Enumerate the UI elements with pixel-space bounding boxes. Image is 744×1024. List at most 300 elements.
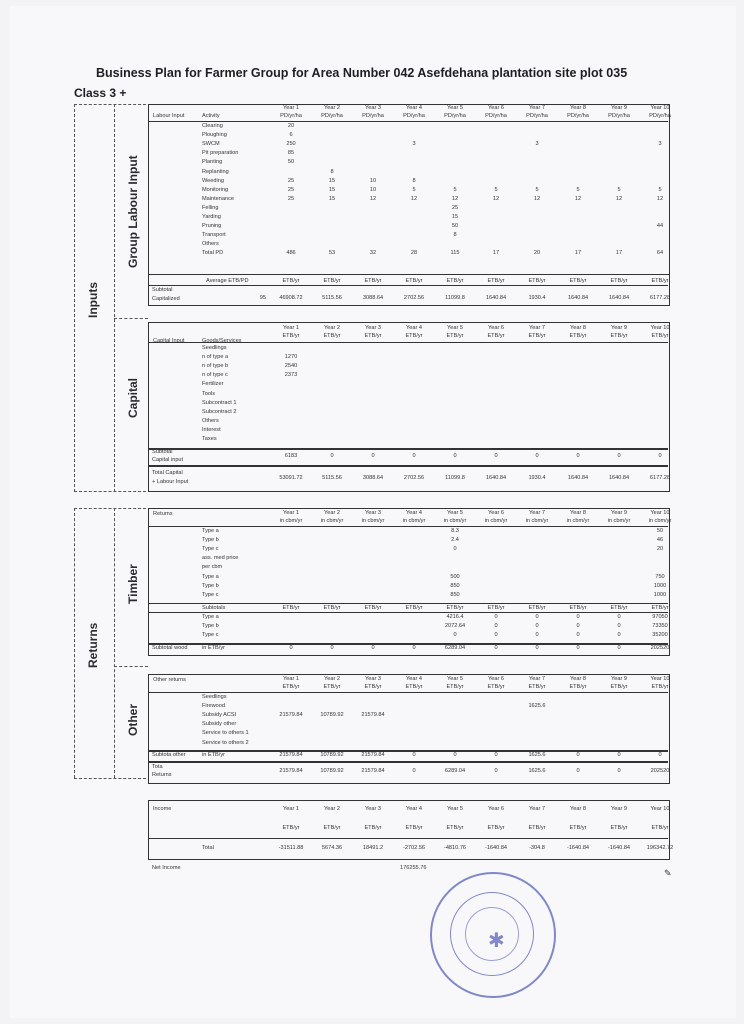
capital-subtotal-cell: 0: [453, 453, 457, 459]
unit-header: ETB/yr: [487, 684, 505, 690]
labour-row-label: Ploughing: [202, 132, 227, 139]
in-etb-label: in ETB/yr: [202, 752, 226, 758]
total-capital-cell: 3088.64: [362, 475, 384, 481]
timber-etb-cell: 0: [576, 632, 580, 639]
year-header: Year 6: [488, 105, 504, 111]
unit-header: ETB/yr: [569, 684, 587, 690]
labour-cell: 250: [286, 141, 296, 148]
labour-row-label: Maintenance: [202, 195, 235, 202]
timber-subtotal-cell: 0: [494, 645, 498, 651]
income-year-header: Year 10: [650, 806, 670, 812]
income-total-label: Total: [202, 845, 214, 851]
total-returns-cell: 0: [576, 768, 580, 774]
labour-row-label: Pit preparation: [202, 150, 239, 157]
inputs-frame-inner: [114, 104, 115, 492]
etb-unit: ETB/yr: [610, 605, 628, 611]
capital-subtotal-cell: 0: [412, 453, 416, 459]
activity-header: Activity: [202, 113, 220, 119]
timber-row-label: per cbm: [202, 564, 223, 571]
unit-header: ETB/yr: [610, 333, 628, 339]
official-stamp: [430, 872, 556, 998]
etb-unit: ETB/yr: [282, 605, 300, 611]
year-header: Year 5: [447, 676, 463, 682]
capitalized-cell: 3088.64: [362, 295, 384, 301]
total-returns-cell: 21579.84: [279, 768, 303, 774]
timber-cell: 0: [453, 546, 457, 553]
unit-header: ETB/yr: [323, 333, 341, 339]
timber-cell: 500: [450, 573, 460, 580]
other-row-label: Seedlings: [202, 694, 227, 700]
income-unit: ETB/yr: [364, 825, 382, 831]
other-subtotal-cell: 0: [617, 752, 621, 758]
etb-unit: ETB/yr: [364, 605, 382, 611]
labour-cell: 25: [287, 195, 295, 202]
labour-cell: 12: [451, 195, 459, 202]
year-header: Year 10: [650, 105, 670, 111]
total-capital-cell: 2702.56: [403, 475, 425, 481]
other-label: Other: [126, 703, 140, 736]
labour-cell: 12: [574, 195, 582, 202]
unit-header: in cbm/yr: [648, 518, 672, 524]
total-returns-cell: 10789.92: [320, 768, 344, 774]
labour-cell: 15: [328, 177, 336, 184]
other-row-label: Subsidy other: [202, 721, 237, 728]
total-capital-cell: 1640.84: [567, 475, 589, 481]
timber-etb-cell: 0: [617, 614, 621, 620]
income-unit: ETB/yr: [651, 825, 669, 831]
timber-row-label: Type b: [202, 582, 219, 589]
capital-subtotal-cell: 0: [576, 453, 580, 459]
income-year-header: Year 5: [447, 806, 463, 812]
labour-row-label: Others: [202, 241, 219, 248]
labour-row-label: Yarding: [202, 214, 221, 220]
total-returns-cell: 0: [494, 768, 498, 774]
year-header: Year 7: [529, 676, 545, 682]
labour-cell: 12: [410, 195, 418, 202]
unit-header: ETB/yr: [364, 333, 382, 339]
timber-subtotal-cell: 0: [330, 645, 334, 651]
year-header: Year 9: [611, 510, 627, 516]
income-year-header: Year 3: [365, 806, 381, 812]
labour-cell: 486: [286, 250, 296, 257]
capital-input-header: Capital Input: [153, 338, 185, 344]
income-total-cell: -304.8: [529, 845, 545, 851]
unit-header: PD/yr/ha: [280, 113, 302, 119]
income-total-cell: -1640.84: [484, 845, 508, 851]
unit-header: ETB/yr: [405, 684, 423, 690]
other-subtotal-cell: 0: [494, 752, 498, 758]
timber-row-label: ass. med price: [202, 555, 239, 562]
timber-row-label: Type c: [202, 591, 219, 598]
total-returns-cell: 0: [412, 768, 416, 774]
capital-subtotal-cell: 0: [535, 453, 539, 459]
subtotal-other-label: Subtota other: [152, 752, 186, 758]
capital-row-label: Seedlings: [202, 345, 227, 351]
labour-cell: 12: [615, 195, 623, 202]
timber-etb-cell: 0: [535, 614, 539, 620]
returns-frame-top: [74, 508, 146, 509]
labour-cell: 5: [535, 186, 539, 193]
total-returns-cell: 21579.84: [361, 768, 385, 774]
unit-header: in cbm/yr: [402, 518, 426, 524]
unit-header: ETB/yr: [446, 333, 464, 339]
year-header: Year 7: [529, 325, 545, 331]
capitalized-cell: 1930.4: [528, 295, 546, 301]
capitalized-cell: 2702.56: [403, 295, 425, 301]
year-header: Year 8: [570, 325, 586, 331]
labour-cell: 5: [658, 186, 662, 193]
labour-row-label: Monitoring: [202, 186, 229, 193]
timber-subtotal-cell: 0: [576, 645, 580, 651]
class-label: Class 3 +: [74, 86, 127, 100]
labour-cell: 5: [617, 186, 621, 193]
timber-subtotal-cell: 6289.04: [444, 645, 466, 651]
income-unit: ETB/yr: [323, 825, 341, 831]
labour-cell: 20: [287, 123, 295, 129]
other-row-label: Firewood: [202, 703, 226, 710]
capital-row-label: Subcontract 1: [202, 399, 237, 406]
timber-cell: 8.3: [451, 528, 459, 534]
labour-cell: 8: [453, 232, 457, 239]
inputs-label: Inputs: [86, 282, 100, 318]
timber-etb-cell: 0: [494, 623, 498, 630]
returns-header: Returns: [153, 511, 173, 517]
other-returns-header: Other returns: [153, 677, 186, 683]
etb-unit: ETB/yr: [405, 605, 423, 611]
year-header: Year 3: [365, 325, 381, 331]
page-title: Business Plan for Farmer Group for Area Number 042 Asefdehana plantation site plot 035: [96, 66, 628, 80]
labour-row-label: Pruning: [202, 223, 222, 230]
returns-frame-bottom: [74, 778, 146, 779]
unit-header: ETB/yr: [282, 684, 300, 690]
timber-subtotal-cell: 0: [289, 645, 293, 651]
year-header: Year 4: [406, 676, 422, 682]
other-cell: 10789.92: [320, 712, 344, 719]
labour-cell: 12: [656, 195, 664, 202]
labour-cell: 17: [615, 250, 623, 257]
year-header: Year 5: [447, 325, 463, 331]
timber-etb-cell: 97050: [652, 614, 668, 620]
timber-etb-row-label: Type b: [202, 623, 219, 630]
star-icon: ✱: [488, 930, 505, 952]
income-total-cell: 196342.72: [646, 845, 674, 851]
year-header: Year 10: [650, 510, 670, 516]
timber-subtotal-cell: 0: [412, 645, 416, 651]
total-returns-cell: 202520: [650, 768, 670, 774]
labour-input-header: Labour Input: [153, 113, 185, 119]
income-rule: [148, 838, 668, 839]
subtotal-wood-label: Subtotal wood: [152, 645, 188, 651]
unit-header: in cbm/yr: [361, 518, 385, 524]
unit-header: PD/yr/ha: [485, 113, 507, 119]
year-header: Year 5: [447, 105, 463, 111]
labour-cell: 15: [328, 186, 336, 193]
total-capital-cell: 1930.4: [528, 475, 546, 481]
labour-cell: 10: [369, 186, 377, 193]
unit-header: ETB/yr: [569, 333, 587, 339]
inputs-frame-bottom: [74, 491, 146, 492]
income-year-header: Year 1: [283, 806, 299, 812]
year-header: Year 9: [611, 105, 627, 111]
capitalized-cell: 1640.84: [485, 295, 507, 301]
net-income-label: Net Income: [152, 865, 181, 871]
timber-row-label: Type c: [202, 546, 219, 553]
handwritten-mark: ✎: [664, 868, 672, 878]
etb-unit: ETB/yr: [446, 278, 464, 284]
timber-cell: 1000: [653, 582, 667, 589]
etb-unit: ETB/yr: [446, 605, 464, 611]
unit-header: PD/yr/ha: [567, 113, 589, 119]
timber-etb-cell: 0: [494, 614, 498, 620]
total-capital-label: Total Capital: [152, 470, 183, 476]
returns-frame-left: [74, 508, 75, 778]
income-unit: ETB/yr: [610, 825, 628, 831]
labour-cell: 5: [453, 186, 457, 193]
capital-subtotal-cell: 0: [617, 453, 621, 459]
income-year-header: Year 9: [611, 806, 627, 812]
unit-header: ETB/yr: [651, 684, 669, 690]
etb-unit: ETB/yr: [528, 278, 546, 284]
other-cell: 21579.84: [279, 712, 303, 719]
labour-row-label: Transport: [202, 232, 226, 239]
unit-header: ETB/yr: [446, 684, 464, 690]
inputs-frame-left: [74, 104, 75, 492]
year-header: Year 3: [365, 676, 381, 682]
year-header: Year 8: [570, 676, 586, 682]
income-unit: ETB/yr: [487, 825, 505, 831]
timber-cell: 1000: [653, 591, 667, 598]
year-header: Year 2: [324, 676, 340, 682]
net-income-value: 176255.76: [400, 865, 427, 871]
other-cell: 1625.6: [528, 703, 546, 710]
other-subtotal-cell: 0: [576, 752, 580, 758]
capital-subtotal-cell: 0: [658, 453, 662, 459]
labour-sub-rule: [148, 285, 668, 286]
avg-etb-label: Average ETB/PD: [206, 278, 249, 284]
year-header: Year 10: [650, 676, 670, 682]
stamp-inner-ring: [450, 892, 534, 976]
total-capital-label2: + Labour Input: [152, 479, 189, 485]
income-total-cell: -4810.76: [443, 845, 467, 851]
capital-subtotal-label2: Capital input: [152, 457, 184, 463]
capitalized-cell: 46908.72: [279, 295, 303, 301]
capital-subtotal-label: Subtotal: [152, 449, 173, 455]
etb-unit: ETB/yr: [487, 278, 505, 284]
capitalized-cell: 11099.8: [445, 295, 465, 301]
other-subtotal-cell: 21579.84: [279, 752, 303, 758]
labour-row-label: Clearing: [202, 123, 223, 129]
unit-header: ETB/yr: [364, 684, 382, 690]
year-header: Year 7: [529, 105, 545, 111]
total-returns-rule: [148, 761, 668, 763]
unit-header: PD/yr/ha: [649, 113, 671, 119]
etb-unit: ETB/yr: [569, 605, 587, 611]
year-header: Year 9: [611, 325, 627, 331]
total-returns-label: Tota: [152, 764, 163, 770]
capital-subtotal-cell: 0: [371, 453, 375, 459]
labour-cell: 115: [450, 250, 460, 257]
total-returns-label2: Returns: [152, 772, 172, 778]
labour-cell: 25: [287, 186, 295, 193]
other-subtotal-cell: 10789.92: [320, 752, 344, 758]
capitalized-cell: 1640.84: [567, 295, 589, 301]
year-header: Year 5: [447, 510, 463, 516]
labour-row-label: Replanting: [202, 168, 229, 175]
income-unit: ETB/yr: [446, 825, 464, 831]
timber-cell: 20: [656, 546, 664, 553]
labour-cell: 53: [328, 250, 336, 257]
other-subtotal-cell: 21579.84: [361, 752, 385, 758]
timber-subtotal-cell: 202520: [650, 645, 670, 651]
income-total-cell: -31511.88: [278, 845, 304, 851]
unit-header: PD/yr/ha: [321, 113, 343, 119]
timber-etb-cell: 73350: [652, 623, 668, 630]
timber-etb-row-label: Type a: [202, 614, 219, 620]
total-returns-cell: 0: [617, 768, 621, 774]
stamp-core: [465, 907, 519, 961]
capital-header-rule: [148, 342, 668, 343]
timber-subtotal-cell: 0: [535, 645, 539, 651]
etb-unit: ETB/yr: [528, 605, 546, 611]
year-header: Year 6: [488, 676, 504, 682]
labour-cell: 44: [656, 223, 664, 230]
etb-unit: ETB/yr: [651, 605, 669, 611]
goods-services-header: Goods/Services: [202, 338, 242, 344]
other-cell: 21579.84: [361, 712, 385, 719]
year-header: Year 7: [529, 510, 545, 516]
year-header: Year 8: [570, 105, 586, 111]
total-capital-cell: 11099.8: [445, 475, 465, 481]
timber-etb-cell: 35200: [652, 632, 668, 639]
income-header: Income: [153, 806, 172, 812]
capital-subtotal-cell: 0: [330, 453, 334, 459]
timber-row-label: Type b: [202, 537, 219, 544]
year-header: Year 8: [570, 510, 586, 516]
etb-unit: ETB/yr: [405, 278, 423, 284]
other-row-label: Service to others 2: [202, 739, 249, 746]
labour-row-label: Felling: [202, 204, 219, 211]
timber-etb-cell: 0: [535, 623, 539, 630]
capital-row-label: Tools: [202, 390, 216, 397]
unit-header: PD/yr/ha: [444, 113, 466, 119]
labour-row-label: Planting: [202, 159, 223, 166]
timber-etb-cell: 0: [617, 623, 621, 630]
unit-header: ETB/yr: [528, 333, 546, 339]
income-total-cell: 5674.36: [321, 845, 343, 851]
inputs-frame-top: [74, 104, 146, 105]
labour-row-label: Weeding: [202, 177, 224, 184]
capital-subtotal-cell: 6183: [284, 453, 298, 459]
capital-subtotal-cell: 0: [494, 453, 498, 459]
timber-cell: 750: [655, 573, 665, 580]
timber-subtotal-cell: 0: [371, 645, 375, 651]
year-header: Year 6: [488, 325, 504, 331]
timber-etb-cell: 0: [453, 632, 457, 639]
capital-subtotal-rule: [148, 448, 668, 450]
unit-header: ETB/yr: [528, 684, 546, 690]
income-year-header: Year 7: [529, 806, 545, 812]
labour-cell: 3: [535, 141, 539, 148]
year-header: Year 3: [365, 510, 381, 516]
labour-cell: 8: [412, 177, 416, 184]
timber-etb-cell: 4216.4: [446, 614, 464, 620]
labour-cell: 25: [451, 204, 459, 211]
group-labour-label: Group Labour Input: [126, 155, 140, 268]
capitalized-cell: 1640.84: [608, 295, 630, 301]
income-year-header: Year 8: [570, 806, 586, 812]
avg-etb-value: 95: [259, 295, 266, 301]
returns-frame-inner: [114, 508, 115, 778]
labour-cell: 17: [574, 250, 582, 257]
timber-cell: 850: [450, 582, 460, 589]
labour-cell: 5: [412, 186, 416, 193]
year-header: Year 9: [611, 676, 627, 682]
capital-row-label: Interest: [202, 426, 221, 433]
labour-cell: 3: [412, 141, 416, 148]
capitalized-label: Capitalized: [152, 296, 180, 302]
unit-header: in cbm/yr: [566, 518, 590, 524]
timber-label: Timber: [126, 564, 140, 604]
total-capital-cell: 1640.84: [608, 475, 630, 481]
other-subtotal-cell: 0: [453, 752, 457, 758]
other-subtotal-cell: 0: [412, 752, 416, 758]
labour-cell: 12: [369, 195, 377, 202]
etb-unit: ETB/yr: [487, 605, 505, 611]
total-returns-cell: 1625.6: [528, 768, 546, 774]
labour-cell: 5: [576, 186, 580, 193]
capital-row-label: n of type b: [202, 363, 229, 370]
income-unit: ETB/yr: [528, 825, 546, 831]
timber-subtotal-cell: 0: [617, 645, 621, 651]
labour-cell: 10: [369, 177, 377, 184]
unit-header: in cbm/yr: [443, 518, 467, 524]
labour-cell: 15: [328, 195, 336, 202]
year-header: Year 2: [324, 105, 340, 111]
unit-header: in cbm/yr: [279, 518, 303, 524]
timber-cell: 46: [656, 537, 664, 544]
unit-header: ETB/yr: [651, 333, 669, 339]
labour-cell: 12: [492, 195, 500, 202]
timber-cell: 2.4: [451, 537, 459, 544]
unit-header: in cbm/yr: [525, 518, 549, 524]
labour-cell: 17: [492, 250, 500, 257]
labour-cell: 6: [289, 132, 293, 139]
etb-unit: ETB/yr: [282, 278, 300, 284]
unit-header: ETB/yr: [282, 333, 300, 339]
timber-etb-cell: 0: [535, 632, 539, 639]
total-capital-cell: 53091.72: [279, 475, 303, 481]
labour-cell: 28: [410, 250, 418, 257]
labour-cell: 8: [330, 168, 334, 175]
timber-cell: 50: [656, 528, 664, 534]
unit-header: PD/yr/ha: [403, 113, 425, 119]
other-row-label: Service to others 1: [202, 730, 249, 737]
labour-cell: 3: [658, 141, 662, 148]
income-total-cell: -1640.84: [566, 845, 590, 851]
etb-unit: ETB/yr: [323, 278, 341, 284]
total-capital-cell: 6177.28: [649, 475, 671, 481]
labour-cell: 64: [656, 250, 664, 257]
unit-header: PD/yr/ha: [526, 113, 548, 119]
year-header: Year 1: [283, 105, 299, 111]
labour-cell: 15: [451, 214, 459, 220]
capital-cell: 2373: [284, 372, 298, 379]
subtotal-label: Subtotal: [152, 287, 173, 293]
timber-etb-cell: 0: [617, 632, 621, 639]
labour-cell: 50: [287, 159, 295, 166]
income-year-header: Year 4: [406, 806, 422, 812]
timber-row-label: Type a: [202, 528, 219, 534]
